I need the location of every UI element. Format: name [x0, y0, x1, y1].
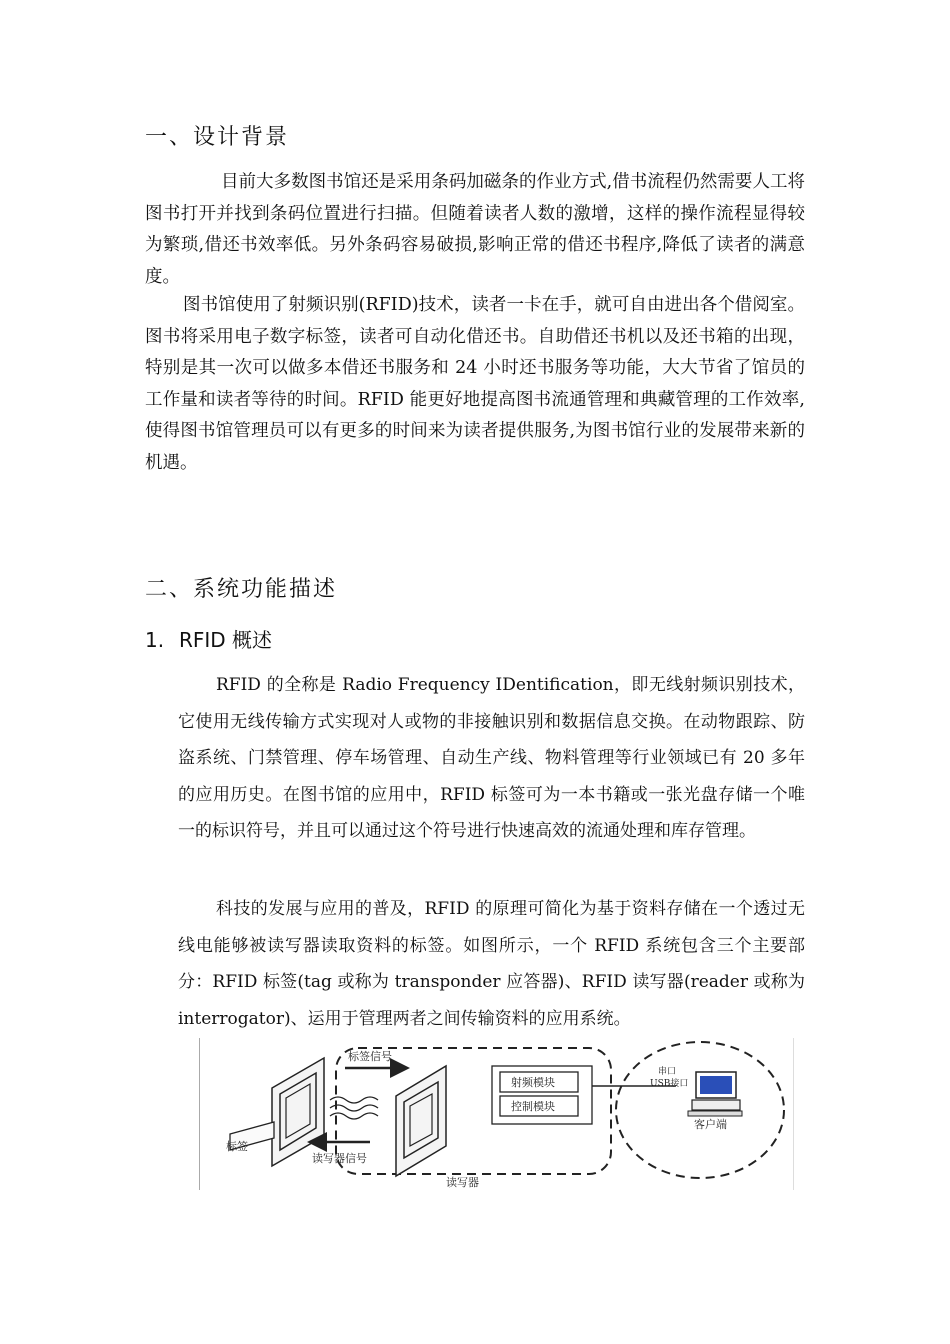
- radio-waves: [330, 1097, 378, 1119]
- reader-label: 读写器: [446, 1176, 479, 1189]
- client-computer: [688, 1072, 742, 1116]
- subsection-title: RFID 概述: [179, 628, 273, 652]
- serial-port-label: 串口: [658, 1067, 677, 1077]
- usb-port-label: USB接口: [650, 1079, 689, 1089]
- section1-paragraph-2: 图书馆使用了射频识别(RFID)技术，读者一卡在手，就可自由进出各个借阅室。图书将采用电子数字标签，读者可自动化借还书。自助借还书机以及还书箱的出现，特别是其一次可以做多本借还书服务和 24 小时还书服务等功能，大大节省了馆员的工作量和读者等待的时间。RFID 能更好地提高图书流通管理和典藏管理的工作效率,使得图书馆管理员可以有更多的时间来为读者提供服务,为图书馆行业的发展带来新的机遇。: [145, 295, 805, 473]
- reader-antenna: [396, 1066, 446, 1176]
- reader-signal-label: 读写器信号: [312, 1152, 367, 1165]
- rfid-system-diagram: [199, 1038, 794, 1190]
- tag-signal-label: 标签信号: [348, 1050, 392, 1063]
- section2-paragraph-1: RFID 的全称是 Radio Frequency IDentification，即无线射频识别技术，它使用无线传输方式实现对人或物的非接触识别和数据信息交换。在动物跟踪、防盗系统、门禁管理、停车场管理、自动生产线、物料管理等行业领域已有 20 多年的应用历史。在图书馆的应用中，RFID 标签可为一本书籍或一张光盘存储一个唯一的标识符号，并且可以通过这个符号进行快速高效的流通处理和库存管理。: [178, 675, 805, 841]
- subsection-number: 1.: [145, 628, 165, 652]
- section2-heading: 二、系统功能描述: [145, 577, 338, 602]
- section1-paragraph-1: 目前大多数图书馆还是采用条码加磁条的作业方式,借书流程仍然需要人工将图书打开并找到条码位置进行扫描。但随着读者人数的激增，这样的操作流程显得较为繁琐,借还书效率低。另外条码容易破损,影响正常的借还书程序,降低了读者的满意度。: [145, 172, 805, 287]
- section2-paragraph-2: 科技的发展与应用的普及，RFID 的原理可简化为基于资料存储在一个透过无线电能够被读写器读取资料的标签。如图所示，一个 RFID 系统包含三个主要部分：RFID 标签(tag 或称为 transponder 应答器)、RFID 读写器(reader 或称为 interrogator)、运用于管理两者之间传输资料的应用系统。: [178, 899, 805, 1029]
- control-module-label: 控制模块: [511, 1100, 555, 1113]
- subsection-heading: [145, 624, 272, 653]
- rf-module-label: 射频模块: [511, 1076, 555, 1089]
- tag-label: 标签: [226, 1140, 248, 1153]
- section1-heading: 一、设计背景: [145, 125, 290, 150]
- client-label: 客户端: [694, 1118, 727, 1131]
